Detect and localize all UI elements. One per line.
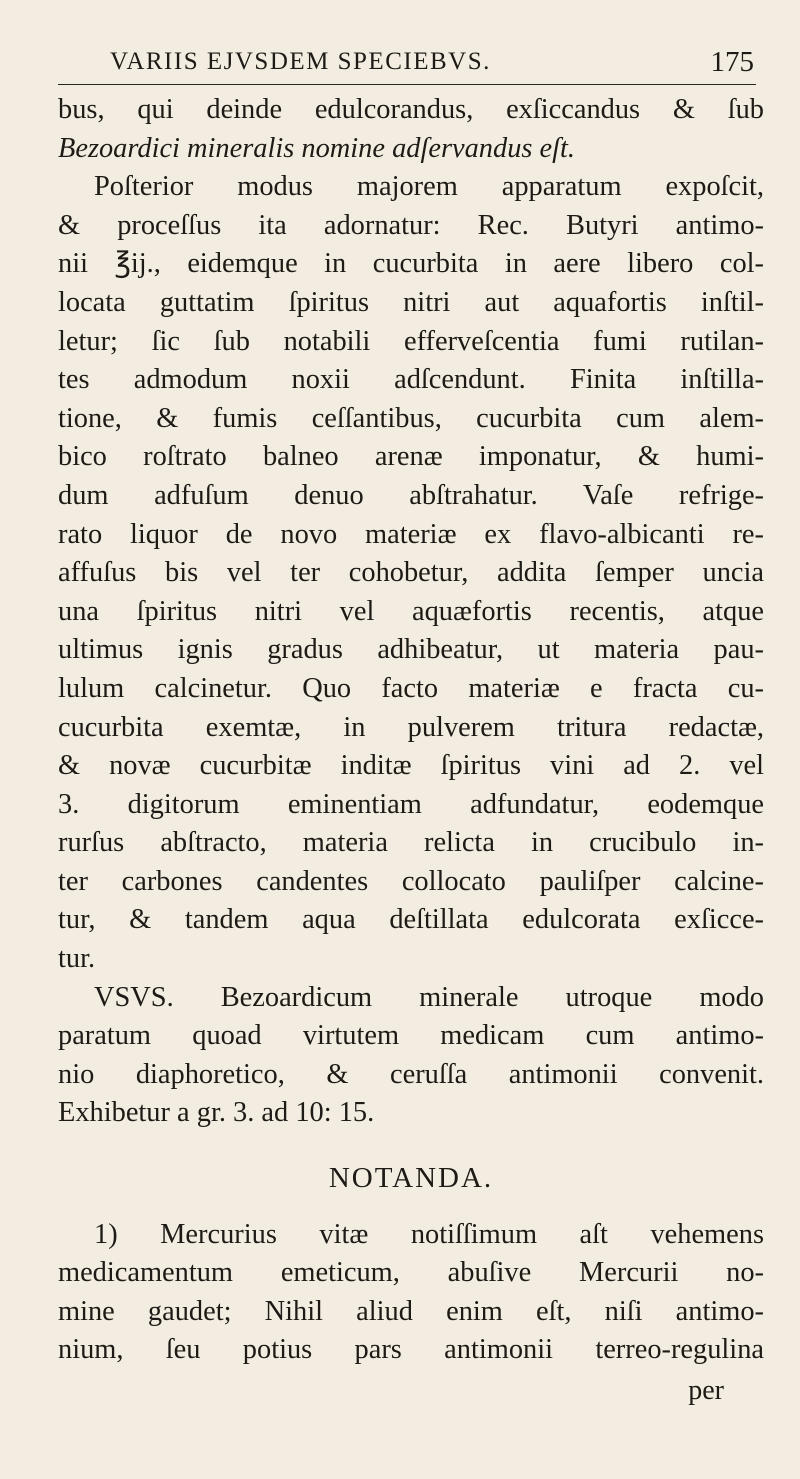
text-line: nii ℥ij., eidemque in cucurbita in aere libero col-: [58, 248, 764, 280]
text-line: ultimus ignis gradus adhibeatur, ut materia pau-: [58, 634, 764, 666]
text-line: nio diaphoretico, & ceruſſa antimonii convenit.: [58, 1058, 764, 1090]
text-line: bico roſtrato balneo arenæ imponatur, & humi-: [58, 441, 764, 473]
text-line: rurſus abſtracto, materia relicta in crucibulo in-: [58, 827, 764, 859]
paragraph-notanda-1: [58, 1216, 764, 1370]
text-line: una ſpiritus nitri vel aquæfortis recentis, atque: [58, 595, 764, 627]
text-line: tur, & tandem aqua deſtillata edulcorata exſicce-: [58, 904, 764, 936]
page-number: 175: [710, 46, 754, 78]
text-line: tione, & fumis ceſſantibus, cucurbita cum alem-: [58, 402, 764, 434]
text-line: lulum calcinetur. Quo facto materiæ e fracta cu-: [58, 672, 764, 704]
text-line: letur; ſic ſub notabili efferveſcentia fumi rutilan-: [58, 325, 764, 357]
paragraph-usus: [58, 979, 764, 1133]
italic-term: Bezoardici mineralis nomine adſervandus eſt.: [58, 132, 576, 164]
running-head: [58, 40, 756, 85]
text-line: paratum quoad virtutem medicam cum antimo-: [58, 1020, 764, 1052]
paragraph-posterior-modus: [58, 168, 764, 978]
text-line: & proceſſus ita adornatur: Rec. Butyri antimo-: [58, 209, 764, 241]
text-line: bus, qui deinde edulcorandus, exſiccandus & ſub: [58, 94, 764, 125]
text-line: rato liquor de novo materiæ ex flavo-albicanti re-: [58, 518, 764, 550]
text-line: VSVS. Bezoardicum minerale utroque modo: [94, 981, 764, 1013]
text-line: dum adfuſum denuo abſtrahatur. Vaſe refrige-: [58, 479, 764, 511]
text-line: cucurbita exemtæ, in pulverem tritura redactæ,: [58, 711, 764, 743]
text-line: 1) Mercurius vitæ notiſſimum aſt vehemens: [94, 1218, 764, 1250]
body-text: [58, 91, 764, 1411]
text-line: nium, ſeu potius pars antimonii terreo-regulina: [58, 1334, 764, 1366]
text-line: Exhibetur a gr. 3. ad 10: 15.: [58, 1097, 375, 1129]
text-line: medicamentum emeticum, abuſive Mercurii no-: [58, 1257, 764, 1289]
text-line: [58, 130, 764, 169]
text-line: Poſterior modus majorem apparatum expoſcit,: [94, 171, 764, 203]
text-line: ter carbones candentes collocato pauliſper calcine-: [58, 865, 764, 897]
paragraph-continuation: [58, 91, 764, 168]
text-line: & novæ cucurbitæ inditæ ſpiritus vini ad 2. vel: [58, 750, 764, 782]
text-line: tur.: [58, 943, 96, 975]
text-line: mine gaudet; Nihil aliud enim eſt, niſi antimo-: [58, 1295, 764, 1327]
text-line: affuſus bis vel ter cohobetur, addita ſemper uncia: [58, 557, 764, 589]
running-title: VARIIS EJVSDEM SPECIEBVS.: [110, 48, 491, 75]
text-line: 3. digitorum eminentiam adfundatur, eodemque: [58, 788, 764, 820]
catch-word: per: [688, 1375, 724, 1406]
text-line: tes admodum noxii adſcendunt. Finita inſtilla-: [58, 364, 764, 396]
text-line: locata guttatim ſpiritus nitri aut aquafortis inſtil-: [58, 286, 764, 318]
section-heading-notanda: NOTANDA.: [328, 1162, 494, 1195]
